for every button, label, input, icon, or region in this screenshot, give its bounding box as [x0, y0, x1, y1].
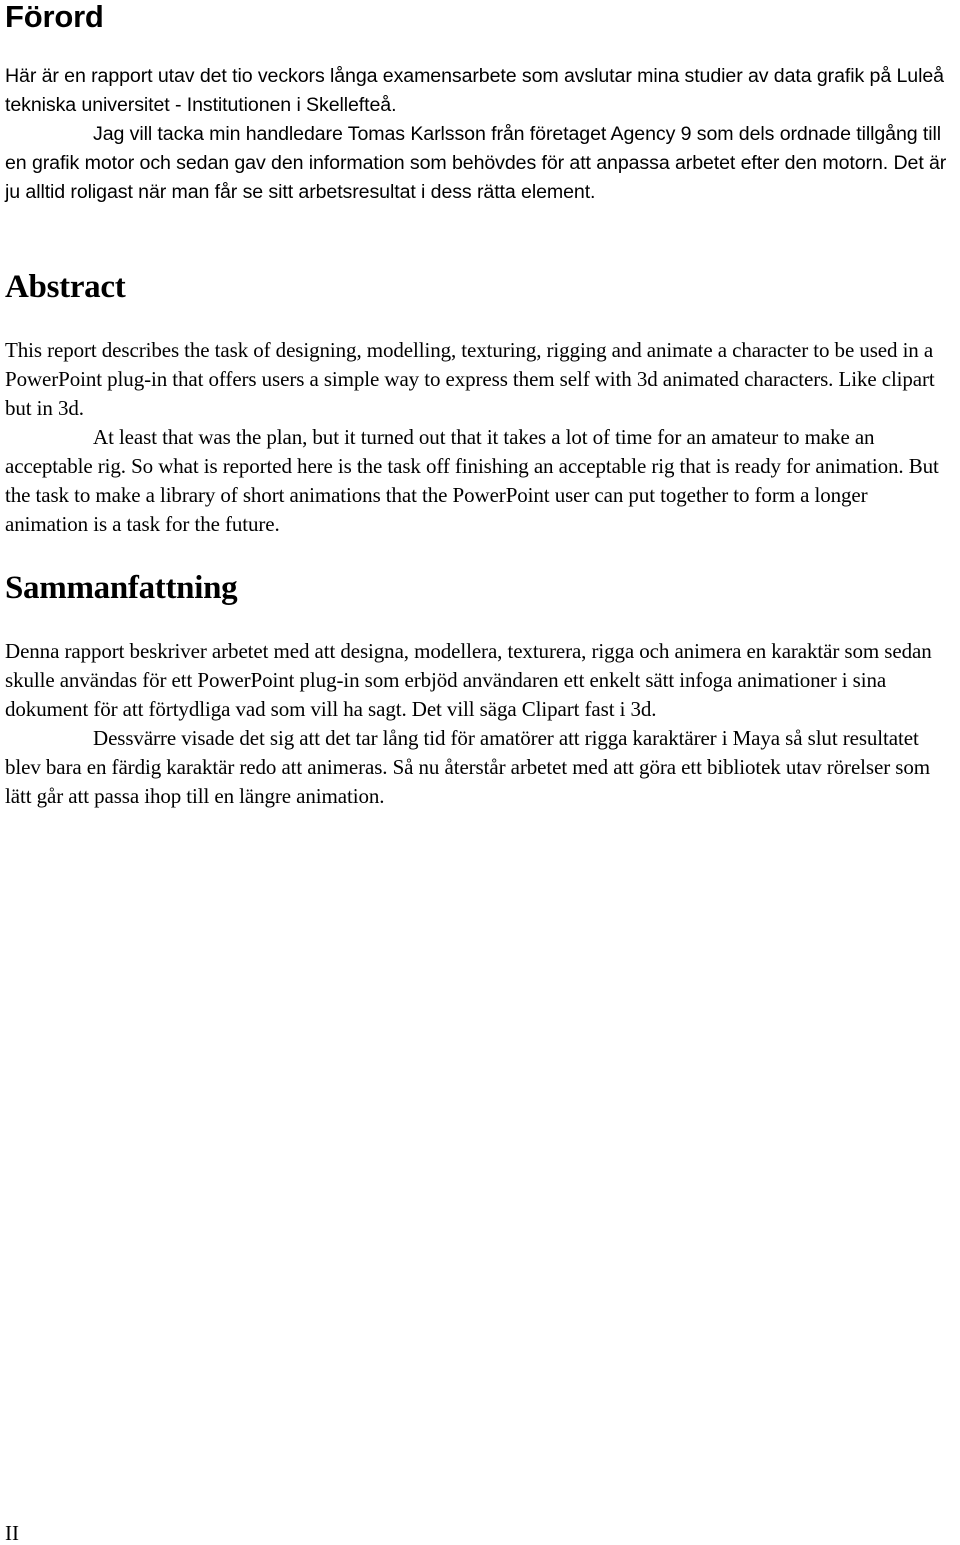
- sammanfattning-paragraph-2: Dessvärre visade det sig att det tar lång tid för amatörer att rigga karaktärer i Maya så slut resultatet blev bara en färdig karaktär redo att animeras. Så nu återstår arbetet med att göra ett bibliotek utav rörelser som lätt går att passa ihop till en längre animation.: [5, 726, 930, 808]
- abstract-paragraph-1: This report describes the task of designing, modelling, texturing, rigging and animate a character to be used in a PowerPoint plug-in that offers users a simple way to express them self with 3d animated characters. Like clipart but in 3d.: [5, 338, 935, 420]
- forord-paragraph-1: Här är en rapport utav det tio veckors långa examensarbete som avslutar mina studier av data grafik på Luleå tekniska universitet - Institutionen i Skellefteå.: [5, 65, 944, 116]
- heading-abstract: Abstract: [5, 269, 126, 305]
- sammanfattning-paragraph-1: Denna rapport beskriver arbetet med att designa, modellera, texturera, rigga och animera en karaktär som sedan skulle användas för ett PowerPoint plug-in som erbjöd användaren ett enkelt sätt infoga animationer i sina dokument för att förtydliga vad som vill ha sagt. Det vill säga Clipart fast i 3d.: [5, 639, 932, 721]
- section-abstract: [5, 269, 955, 539]
- heading-forord: Förord: [5, 0, 104, 34]
- heading-sammanfattning: Sammanfattning: [5, 570, 238, 606]
- section-forord: [5, 0, 955, 207]
- section-sammanfattning: [5, 570, 955, 811]
- page-number: II: [5, 1521, 19, 1545]
- forord-paragraph-2: Jag vill tacka min handledare Tomas Karlsson från företaget Agency 9 som dels ordnade tillgång till en grafik motor och sedan gav den information som behövdes för att anpassa arbetet efter den motorn. Det är ju alltid roligast när man får se sitt arbetsresultat i dess rätta element.: [5, 123, 947, 203]
- abstract-paragraph-2: At least that was the plan, but it turned out that it takes a lot of time for an amateur to make an acceptable rig. So what is reported here is the task off finishing an acceptable rig that is ready for animation. But the task to make a library of short animations that the PowerPoint user can put together to form a longer animation is a task for the future.: [5, 425, 939, 536]
